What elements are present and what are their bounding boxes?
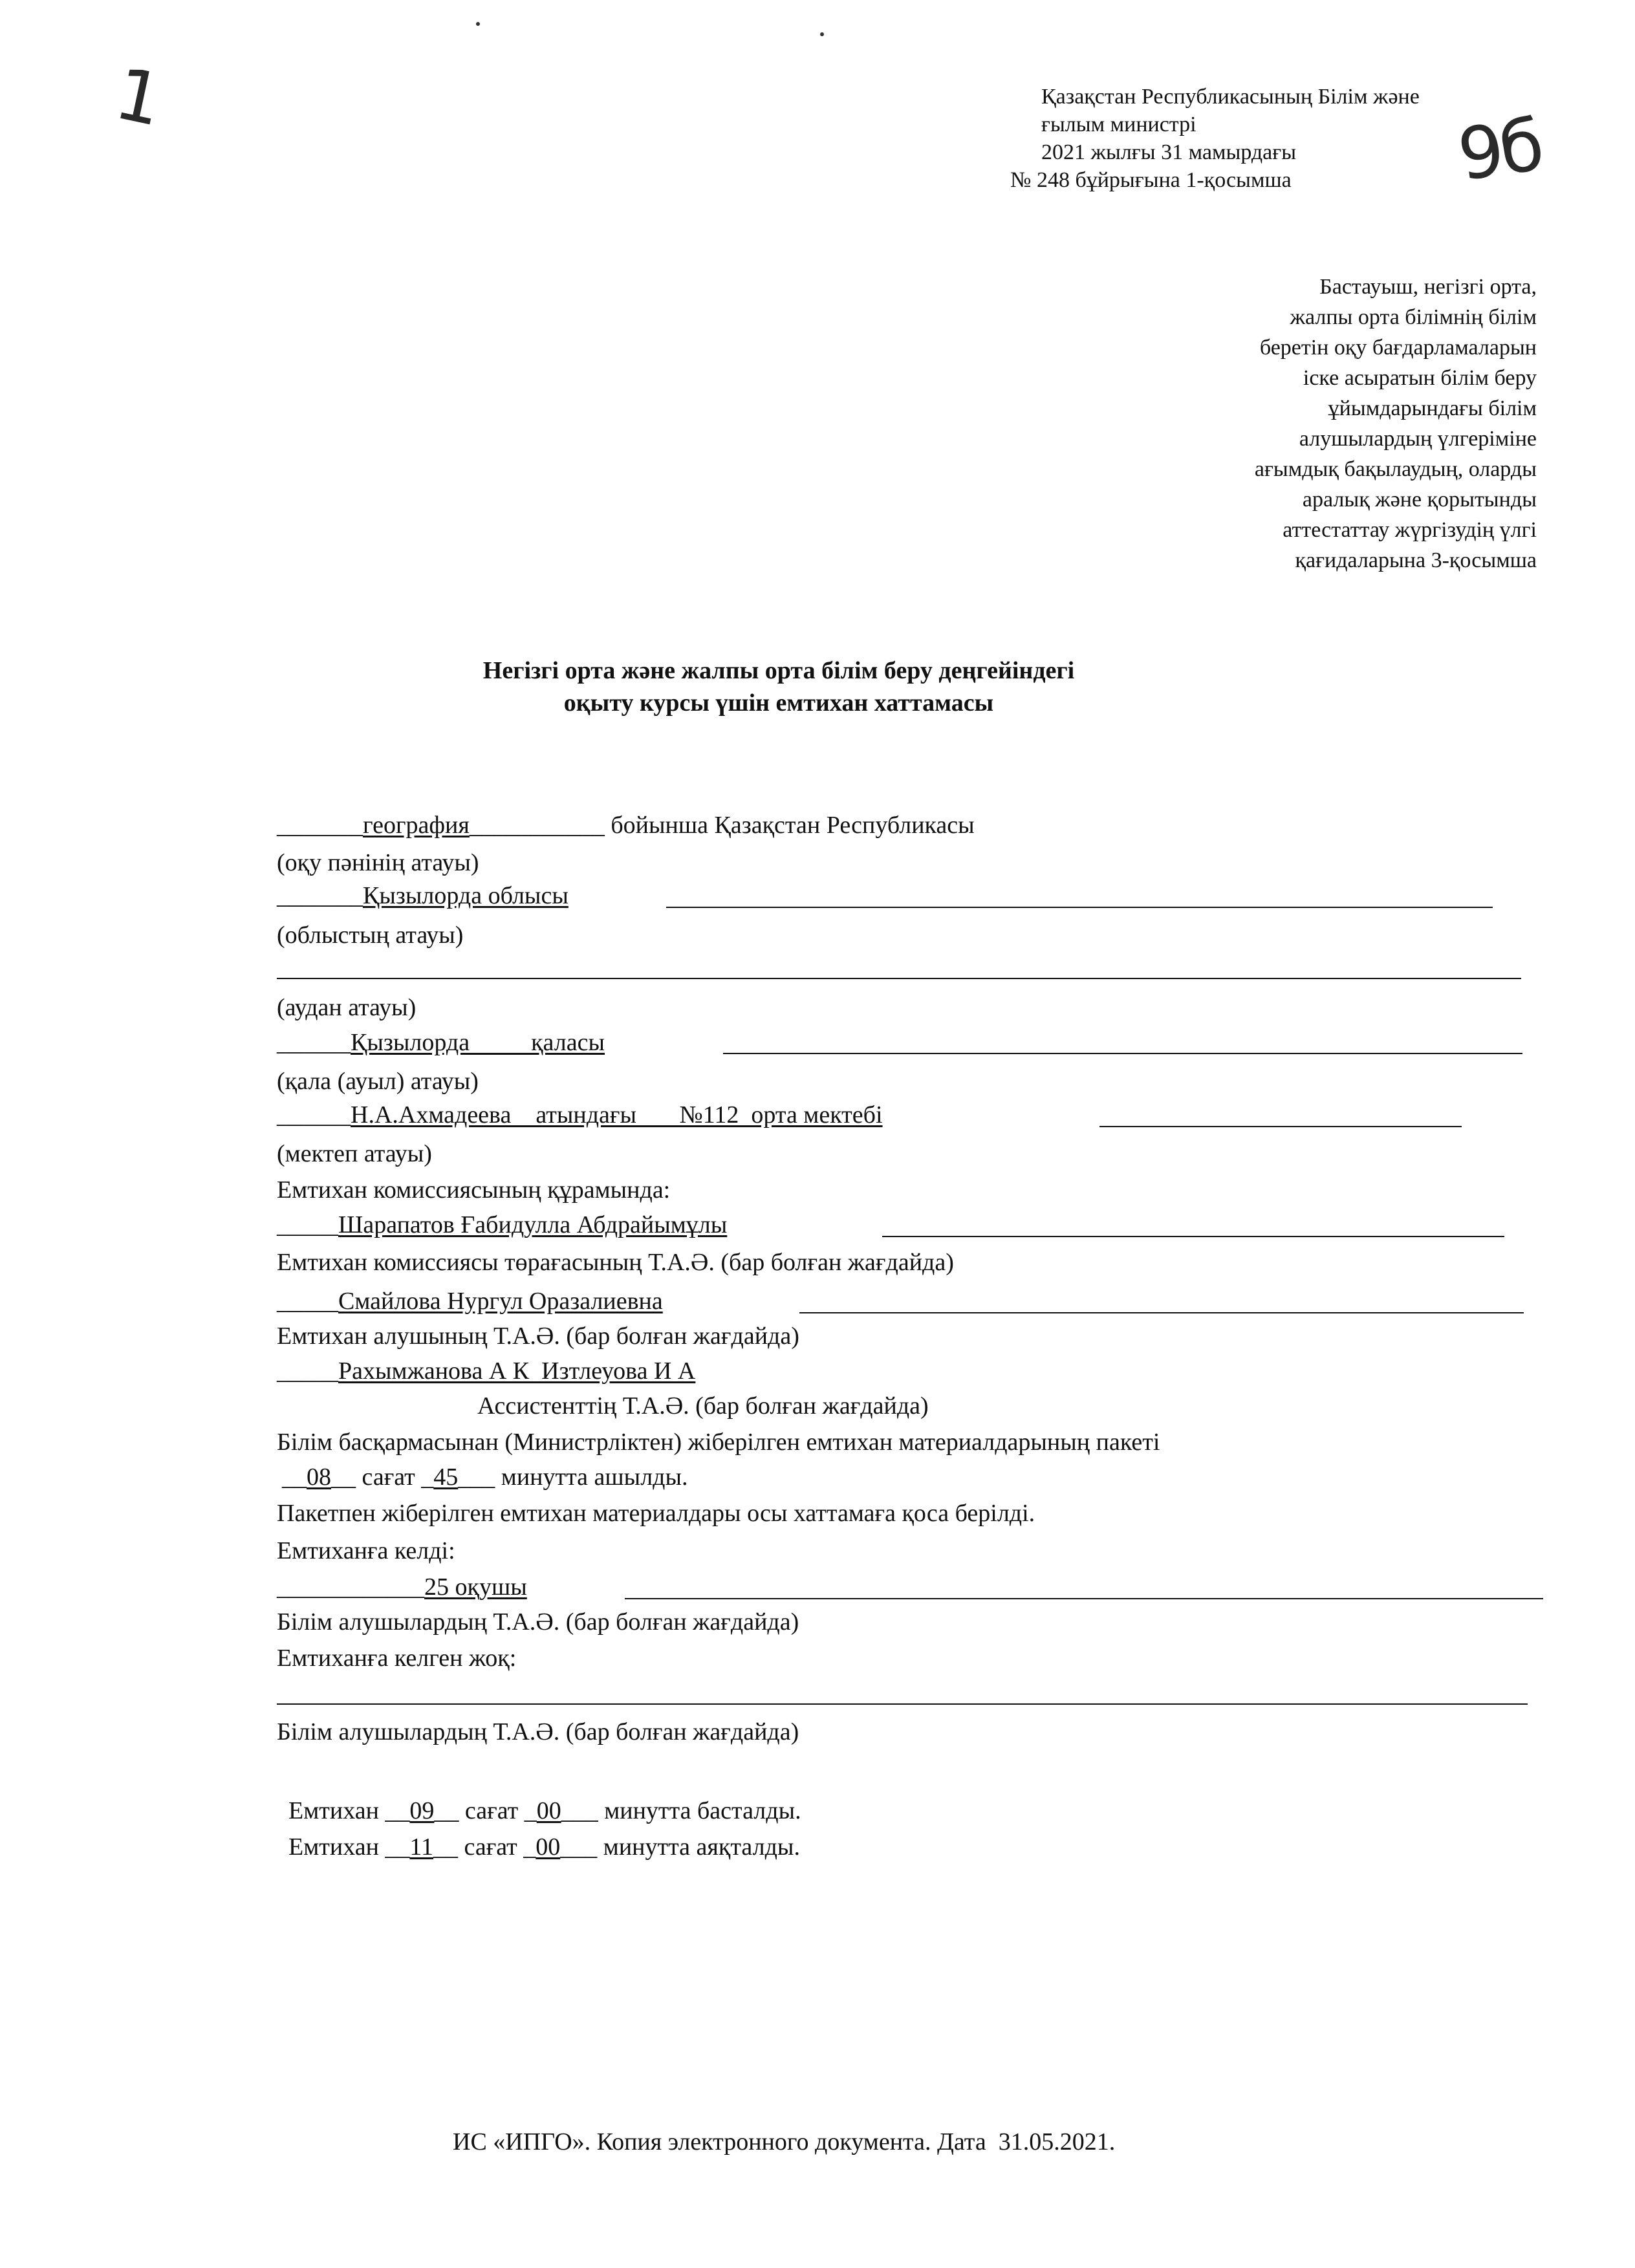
region-value: Қызылорда облысы [363, 882, 568, 909]
rules-annex-note [1255, 272, 1537, 576]
annex-line: Қазақстан Республикасының Білім және [1041, 85, 1420, 109]
examiner-value: Смайлова Нургул Оразалиевна [338, 1288, 663, 1315]
end-hour: 11 [409, 1833, 433, 1861]
exam-end: Емтихан __11__ сағат _00___ минутта аяқталды. [288, 1833, 800, 1861]
school-field: ______Н.А.Ахмадеева атындағы №112 орта мектебі [277, 1101, 883, 1129]
handwritten-page-number: 1 [108, 52, 170, 142]
school-underline [1099, 1126, 1462, 1127]
title-line: Негізгі орта және жалпы орта білім беру деңгейіндегі [482, 657, 1075, 684]
region-caption: (облыстың атауы) [277, 922, 464, 949]
attached-text: Пакетпен жіберілген емтихан материалдары осы хаттамаға қоса берілді. [277, 1500, 1035, 1527]
city-caption: (қала (ауыл) атауы) [277, 1068, 479, 1095]
district-caption: (аудан атауы) [277, 994, 417, 1021]
chairman-value: Шарапатов Ғабидулла Абдрайымұлы [338, 1211, 728, 1238]
handwritten-grade: 9б [1453, 103, 1546, 197]
annex-line: 2021 жылғы 31 мамырдағы [1041, 140, 1297, 164]
end-minute: 00 [536, 1833, 561, 1861]
district-underline [277, 978, 1521, 979]
package-text: Білім басқармасынан (Министрліктен) жіберілген емтихан материалдарының пакеті [277, 1429, 1160, 1456]
package-hour: 08 [307, 1463, 331, 1491]
start-hour: 09 [409, 1797, 435, 1824]
annex-line: № 248 бұйрығына 1-қосымша [1010, 168, 1292, 192]
school-value: Н.А.Ахмадеева атындағы №112 орта мектебі [351, 1101, 883, 1129]
annex-line: Бастауыш, негізгі орта, [1319, 275, 1537, 299]
annex-line: ғылым министрі [1041, 113, 1196, 136]
school-caption: (мектеп атауы) [277, 1140, 432, 1167]
assistants-field: _____Рахымжанова А К Изтлеуова И А [277, 1357, 696, 1385]
commission-label: Емтихан комиссиясының құрамында: [277, 1176, 671, 1204]
start-minute: 00 [536, 1797, 561, 1824]
annex-line: алушылардың үлгеріміне [1299, 427, 1537, 451]
chairman-field: _____Шарапатов Ғабидулла Абдрайымұлы [277, 1211, 728, 1238]
came-field: ____________25 оқушы [277, 1573, 527, 1601]
package-minute: 45 [433, 1463, 459, 1491]
absent-caption: Білім алушылардың Т.А.Ә. (бар болған жағдайда) [277, 1718, 799, 1745]
absent-label: Емтиханға келген жоқ: [277, 1645, 517, 1672]
annex-line: аттестаттау жүргізудің үлгі [1283, 518, 1537, 542]
annex-line: ұйымдарындағы білім [1328, 396, 1537, 420]
annex-line: жалпы орта білімнің білім [1290, 305, 1537, 329]
city-field: ______Қызылорда қаласы [277, 1029, 605, 1056]
came-value: 25 оқушы [424, 1573, 527, 1601]
annex-line: аралық және қорытынды [1302, 488, 1537, 512]
assistants-caption: Ассистенттің Т.А.Ә. (бар болған жағдайда) [477, 1392, 929, 1420]
document-title [274, 654, 1283, 719]
subject-caption: (оқу пәнінің атауы) [277, 849, 479, 876]
annex-line: беретін оқу бағдарламаларын [1259, 336, 1537, 360]
came-label: Емтиханға келді: [277, 1537, 455, 1564]
came-underline [625, 1598, 1543, 1599]
chairman-caption: Емтихан комиссиясы төрағасының Т.А.Ә. (бар болған жағдайда) [277, 1249, 954, 1276]
city-value: Қызылорда қаласы [351, 1029, 605, 1056]
subject-field: _______география___________ бойынша Қазақстан Республикасы [277, 812, 975, 839]
region-underline [666, 907, 1493, 908]
chairman-underline [882, 1236, 1504, 1237]
subject-value: география [363, 812, 470, 839]
title-line: оқыту курсы үшін емтихан хаттамасы [563, 689, 994, 717]
ministry-annex-note [1010, 83, 1420, 194]
examiner-field: _____Смайлова Нургул Оразалиевна [277, 1288, 663, 1315]
examiner-caption: Емтихан алушының Т.А.Ә. (бар болған жағдайда) [277, 1323, 799, 1350]
scan-speck [476, 22, 480, 26]
annex-line: ағымдық бақылаудың, оларды [1254, 457, 1537, 481]
absent-underline [277, 1703, 1528, 1705]
document-footer: ИС «ИПГО». Копия электронного документа. Дата 31.05.2021. [453, 2128, 1116, 2155]
annex-line: қағидаларына 3-қосымша [1295, 548, 1537, 572]
examiner-underline [799, 1312, 1524, 1313]
city-underline [723, 1053, 1522, 1054]
scan-speck [820, 32, 824, 36]
came-caption: Білім алушылардың Т.А.Ә. (бар болған жағдайда) [277, 1608, 799, 1636]
assistants-value: Рахымжанова А К Изтлеуова И А [338, 1357, 696, 1385]
package-open-time: __08__ сағат _45___ минутта ашылды. [282, 1463, 688, 1491]
annex-line: іске асыратын білім беру [1303, 366, 1537, 390]
region-field: _______Қызылорда облысы [277, 882, 568, 909]
exam-start: Емтихан __09__ сағат _00___ минутта басталды. [288, 1797, 801, 1824]
